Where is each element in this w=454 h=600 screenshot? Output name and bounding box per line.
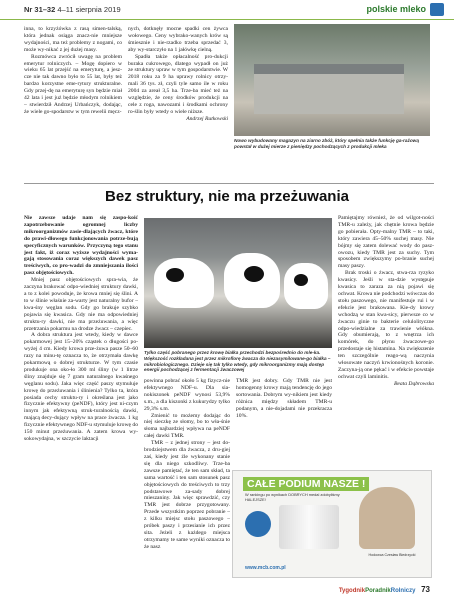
section-name: polskie mleko: [366, 4, 426, 14]
page-header: [0, 0, 454, 20]
author-signature: Beata Dąbrowska: [393, 380, 434, 387]
top-mid-column: [128, 26, 228, 176]
article-mid2-column: [236, 378, 332, 466]
ad-person-caption: Hodowca Czesław Biedrzycki: [368, 553, 416, 557]
ad-subtitle: W rankingu po wynikach DOBRYCH medal zdobyliśmy HALEJSZE!: [245, 492, 340, 502]
paragraph: TMR jest dobry. Gdy TMR nie jest homogenny krowy mają tendencję do jego sortowania. Dobrym wy-nikiem jest kiedy różnica między składem TMR-u podanym, a nie-dojadami nie przekracza 10%.: [236, 378, 332, 419]
paragraph: A dobra struktura jest wtedy, kiedy w dawce pokarmowej jest 15–20% cząstek o długości po-wyżej 4 cm. Kiedy krowa prze-żuwa pasze 50–60 razy na minu-tę oznacza to, że otrzymała dawkę pokarmową o dobrej strukturze. W tym czasie produkuje ona oko-ło 300 ml śliny (w 1 litrze śliny znajduje się 7 gram naturalnego kwaśnego węglanu sodu). Jaka więc część paszy stymuluje krowę do przeżuwania i ślinienia? Tylko ta, która posiada cechy struktu-ry i określana jest jako fizycznie efektywny (peNDF), który jest ni-czym innym jak efektywną struk-turalnością dawki, mającą decy-dujący wpływ na prace żwacza. 1 kg fizycznie efektywnego NDF-u stymuluje krowę do 150 minut przeżuwania. A zatem krowa wy-sokowydajna, w szczycie laktacji: [24, 332, 138, 442]
paragraph: Nie zawsze udaje nam się zaspo-koić zapotrzebowanie ogromnej liczby mikroorganizmów zasie-dlających żwacz, które do prawi-dłowego funkcjonowania potrze-bują specyficznych warunków. Przyczyną tego stanu jest fakt, iż coraz wyższe wydajności wyma-gają stosowania coraz większych dawek pasz treściwych, co pro-wadzi do zmniejszania ilości pasz objętościowych.: [24, 215, 138, 277]
product-bags-image: [279, 505, 339, 549]
paragraph: inna, to krzyżówka z rasą simen-talską, która jednak osiąga znacz-nie mniejsze wydajności, ma też problemy z nogami, co może wy-nikać z jej dużej masy.: [24, 26, 122, 53]
award-badge-icon: [245, 511, 271, 537]
article-left-column: [24, 215, 138, 585]
paragraph: TMR – z jednej strony – jest do-brodziejstwem dla żwacza, z dru-giej zaś, kiedy jest źle wykonany stanie się dla niego szkodliwy. Trze-ba zawsze pamiętać, że ten sam skład, ta sama wartość i ten sam stosunek pasz objętościowych do treściwych to trzy podstawowe za-sady dobrej mieszaniny. Jak więc sprawdzić, czy TMR jest dobrze przygotowany. Przede wszystkim poprzez pobranie – z kilku miejsc stołu paszowego – próbek paszy i przesianie ich przez sita. Jeżeli z każdego miejsca otrzymamy te same wyniki oznacza to że nasz: [144, 440, 230, 550]
cow-spot: [294, 274, 308, 286]
cow-spot: [244, 266, 264, 282]
article-right-column: [338, 215, 434, 465]
paragraph: powinna pobrać około 5 kg fizycz-nie efektywnego NDF-u. Dla sia-nokiszonek peNDF wynosi 53,9% s.m., a dla kiszonki z kukurydzy tylko 29,3% s.m.: [144, 378, 230, 412]
ad-title: CAŁE PODIUM NASZE !: [243, 477, 369, 491]
advertisement[interactable]: [232, 470, 432, 578]
warehouse-photo: [234, 24, 430, 136]
brand-logo-icon: [430, 3, 444, 16]
top-left-column: [24, 26, 122, 176]
farmer-portrait: [359, 487, 415, 549]
cow-shape: [284, 263, 328, 309]
paragraph: Brak troski o żwacz, stwa-rza ryzyko kwasicy. Jeśli w sta-dzie występuje kwasica to zaraza za nią pojawi się ochwat. Krowa nie podchodzi wówczas do stołu paszowego, nie manifestuje rui i w efekcie jest brakowana. Kie-dy krowy wchodzą w stan kwa-sicy, pierwsze co w żwaczu ginie to bakterie celulolityczne odpo-wiedzialne za trawienie włókna. Gdy obumierają, to z wnętrza ich komórek, do płynu żwaczowe-go przedostaje się histamina. Na zwiększenie ten szczególnie reago-wą naczynia włosowate naczyń krwionośnych koronie. Zaczyna-ją one pękać i w efekcie powstaje ochwat czyli laminitis.: [338, 270, 434, 380]
article-title: Bez struktury, nie ma przeżuwania: [105, 188, 349, 205]
article-mid-column: [144, 378, 230, 588]
photo-caption: Nowo wybudowany magazyn na ziarno zbóż, który spełnia także funkcję ga-rażową powstał w dużej mierze z pieniędzy pochodzących z produkcji mleka: [234, 138, 419, 149]
paragraph: Rozmówca zwrócił uwagę na problem emerytur rolniczych. – Mogę dopiero w wieku 65 lat przejść na emeryturę, a jesz-cze nie tak dawno było to 55 lat, były też bardzo korzystne eme-rytury strukturalne. Gdy przej-dę na emeryturę syn będzie miał 42 lata i jest już będzie młodym rolnikiem – stwierdził Andrzej Urbańczyk, dodając, że wiele go-spodarstw w tym rewelii męcz-: [24, 53, 122, 115]
paragraph: Pamiętajmy również, że od wilgot-ności TMR-u zależy, jak chętnie krowa będzie go pobierała. Opty-malny TMR – to taki, który zawiera 45–50% suchej masy. Nie bójmy się zatem dolewać wody do pasz-owozu, kiedy TMR jest za suchy. Tym sposobem zwiększymy po-branie suchej masy paszy.: [338, 215, 434, 270]
ad-url[interactable]: www.mcb.com.pl: [245, 565, 286, 571]
page-footer: TygodnikPoradnikRolniczy 73: [338, 585, 430, 594]
photo-caption: Tylko część pobranego przez krowę białka przechodzi bezpośrednio do mle-ka. Większość rozkładana jest przez mikroflorę żwacza do niezasymilowane-go białka – mikrobiologicznego. Dzieje się tak tylko wtedy, gdy mikroorganizmy mają dostęp energii pochodzącej z fermentacji żwaczowej: [144, 350, 331, 373]
paragraph: nych, dotknęły mocne spadki cen żywca wołowego. Ceny wybrako-wanych krów są śmiesznie i nie-rzadko trzeba sprzedać 3, aby wy-starczyło na 1 jałówkę cielną.: [128, 26, 228, 53]
paragraph: Mniej pasz objętościowych spra-wia, że zaczyna brakować odpo-wiedniej struktury dawki, a to z kolei powoduje, że krowa mniej się ślini. A to w śliniе właśnie za-warty jest naturalny bufor – kwa-śny węglan sodu. Gdy go brakuje szybko pojawia się kwasica. Gdy nie ma odpowiedniej struktu-ry dawki, nie ma przeżuwania, a więc przetrzania pokarmu na drodze żwacz – czepiec.: [24, 277, 138, 332]
author-signature: Andrzej Rutkowski: [186, 115, 228, 122]
building-shape: [254, 64, 404, 114]
cows-photo: [144, 218, 332, 348]
cow-spot: [166, 268, 184, 282]
page-number: 73: [421, 585, 430, 594]
paragraph: Zmienić to możemy dodając do niej sieczkę ze słomy, bo to wła-śnie słoma najbardziej wpływa na peNDF całej dawki TMR.: [144, 412, 230, 440]
issue-number: Nr 31–32 4–11 sierpnia 2019: [24, 5, 121, 14]
divider: [24, 183, 434, 184]
paragraph: Spadła także opłacalność pro-dukcji buraka cukrowego, dlatego wypadł on już ze struktury upraw w tym gospodarstwie. W 2018 roku za 9 ha uprawy rolnicy otrzy-mali 36 tys. zł, czyli tyle samo ile w roku 2004 za areał 3,5 ha. Trze-ba mieć też na względzie, że ceny środków produkcji na cele z roga, nawozami i środkami ochrony ro-ślin były wtedy o wiele niższe.: [128, 53, 228, 115]
cow-shape: [154, 258, 214, 308]
